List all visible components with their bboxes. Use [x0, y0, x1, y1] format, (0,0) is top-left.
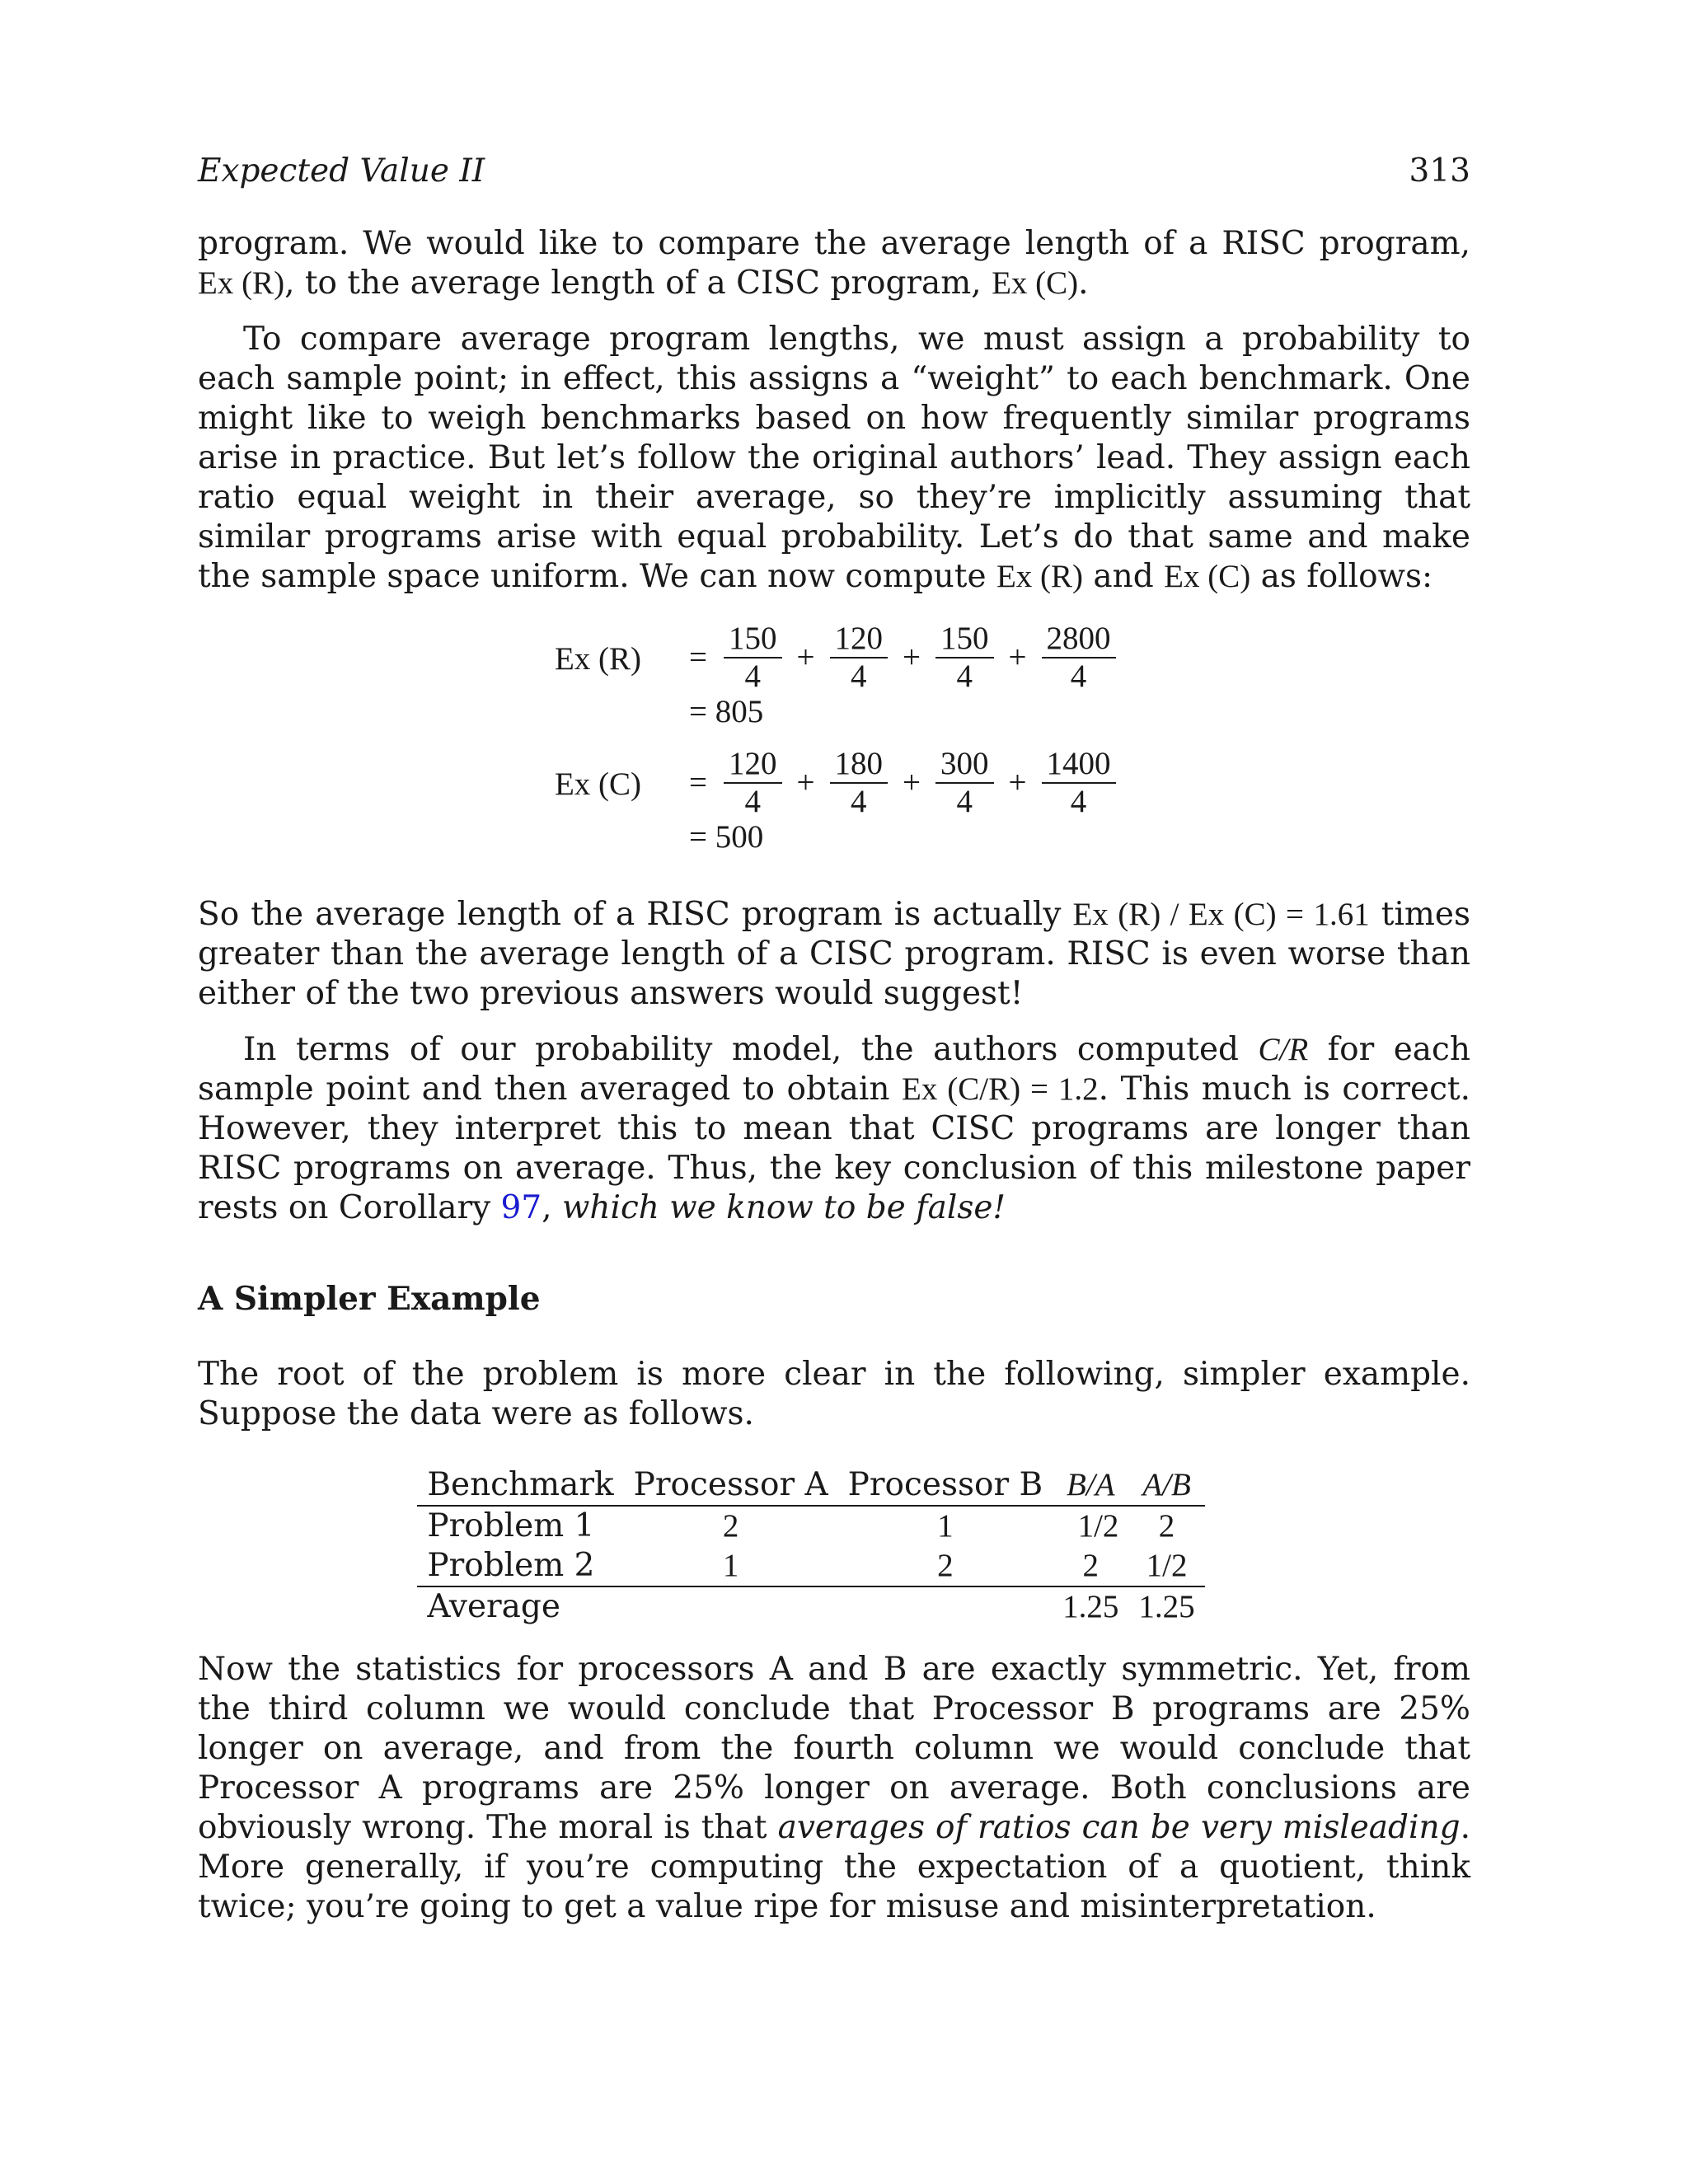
text-run: times greater than the average length of a CISC program. RISC is even worse than either of the two previous answers would suggest! — [198, 896, 1470, 1012]
table-cell: Problem 1 — [427, 1507, 595, 1544]
equals-sign: = — [689, 640, 707, 675]
text-run: program. We would like to compare the average length of a RISC program, — [198, 225, 1470, 262]
math-ex-r: Ex (R) — [198, 265, 285, 301]
table-cell: 2 — [1082, 1548, 1100, 1583]
fraction — [1042, 748, 1116, 818]
numerator: 300 — [935, 748, 994, 784]
fraction — [1042, 622, 1116, 693]
table-cell: 1 — [722, 1548, 739, 1583]
text-run: , to the average length of a CISC program, — [284, 265, 992, 302]
fraction — [830, 748, 889, 818]
numerator: 180 — [830, 748, 889, 784]
table-header: A/B — [1142, 1467, 1191, 1502]
emphasis: which we know to be false! — [561, 1189, 1006, 1226]
fraction — [724, 622, 782, 693]
denominator: 4 — [956, 784, 973, 819]
text-run: , — [542, 1189, 562, 1226]
body-text — [198, 224, 1470, 1927]
running-title: Expected Value II — [198, 152, 485, 190]
math-ex-c-over-r: Ex (C/R) = 1.2 — [902, 1071, 1099, 1107]
numerator: 120 — [724, 748, 782, 784]
equation-lhs: Ex (R) — [554, 641, 641, 677]
math-ex-c: Ex (C) — [992, 265, 1079, 301]
table-row — [417, 1546, 1204, 1586]
equation-rhs — [689, 746, 1121, 819]
table-cell: 1/2 — [1146, 1548, 1188, 1583]
denominator: 4 — [851, 658, 867, 694]
math-c-over-r: C/R — [1258, 1032, 1309, 1067]
paragraph-3 — [198, 895, 1470, 1014]
table-cell: 2 — [937, 1548, 954, 1583]
numerator: 120 — [830, 622, 889, 658]
math-ratio: Ex (R) / Ex (C) = 1.61 — [1072, 897, 1370, 932]
fraction — [830, 622, 889, 693]
denominator: 4 — [1070, 658, 1087, 694]
plus-sign: + — [1008, 640, 1027, 675]
table-header: Processor B — [847, 1466, 1043, 1503]
corollary-link[interactable]: 97 — [500, 1189, 542, 1226]
table-cell: 2 — [722, 1508, 739, 1544]
text-run: To compare average program lengths, we must assign a probability to each sample point; in effect, this assigns a “weight” to each benchmark. One might like to weigh benchmarks based on how frequently similar programs arise in practice. But let’s follow the original authors’ lead. They assign each ratio equal weight in their average, so they’re implicitly assuming that similar programs arise with equal probability. Let’s do that same and make the sample space uniform. We can now compute — [198, 321, 1470, 595]
numerator: 1400 — [1042, 748, 1116, 784]
fraction — [724, 748, 782, 818]
text-run: as follows: — [1250, 558, 1433, 595]
plus-sign: + — [796, 640, 815, 675]
table-cell: 1.25 — [1062, 1589, 1119, 1624]
equation-result-r: = 805 — [689, 694, 764, 729]
equation-ex-c — [198, 746, 1470, 819]
table-cell — [838, 1586, 1053, 1627]
table-cell: 1 — [937, 1508, 954, 1544]
denominator: 4 — [956, 658, 973, 694]
text-run: for each sample point and then averaged to obtain — [198, 1031, 1470, 1108]
table-average-row — [417, 1586, 1204, 1627]
table-row — [417, 1506, 1204, 1546]
fraction — [935, 622, 994, 693]
paragraph-1 — [198, 224, 1470, 303]
denominator: 4 — [744, 658, 761, 694]
data-table — [417, 1465, 1204, 1627]
plus-sign: + — [1008, 765, 1027, 800]
running-head — [198, 152, 1470, 202]
table-header: B/A — [1067, 1467, 1115, 1502]
text-run: . More generally, if you’re computing the expectation of a quotient, think twice; you’re going to get a value ripe for misuse and misinterpretation. — [198, 1809, 1470, 1925]
equation-rhs — [689, 621, 1121, 694]
fraction — [935, 748, 994, 818]
table-header: Processor A — [633, 1466, 828, 1503]
equation-result-c: = 500 — [689, 819, 764, 855]
math-ex-c: Ex (C) — [1164, 559, 1251, 594]
equals-sign: = — [689, 765, 707, 800]
math-ex-r: Ex (R) — [996, 559, 1083, 594]
plus-sign: + — [903, 765, 921, 800]
text-run: In terms of our probability model, the authors computed — [243, 1031, 1259, 1068]
table-cell: Problem 2 — [427, 1547, 595, 1584]
table-cell: Average — [427, 1588, 560, 1625]
text-run: . — [1078, 265, 1089, 302]
text-run: So the average length of a RISC program is actually — [198, 896, 1073, 933]
numerator: 150 — [724, 622, 782, 658]
data-table-wrapper — [198, 1465, 1470, 1627]
plus-sign: + — [796, 765, 815, 800]
section-heading: A Simpler Example — [198, 1280, 541, 1318]
equation-lhs: Ex (C) — [554, 766, 641, 802]
page-number: 313 — [1409, 152, 1470, 190]
text-run: . This much is correct. However, they interpret this to mean that CISC programs are longer than RISC programs on average. Thus, the key conclusion of this milestone paper rests on Corollary — [198, 1071, 1470, 1226]
paragraph-4 — [198, 1030, 1470, 1228]
text-run: Now the statistics for processors A and B are exactly symmetric. Yet, from the third column we would conclude that Processor B programs are 25% longer on average, and from the fourth column we would conclude that Processor A programs are 25% longer on average. Both conclusions are obviously wrong. The moral is that — [198, 1651, 1470, 1846]
table-header: Benchmark — [427, 1466, 614, 1503]
paragraph-6 — [198, 1650, 1470, 1927]
numerator: 2800 — [1042, 622, 1116, 658]
numerator: 150 — [935, 622, 994, 658]
table-cell — [624, 1586, 838, 1627]
paragraph-2 — [198, 320, 1470, 597]
table-cell: 1/2 — [1077, 1508, 1119, 1544]
equation-ex-r — [198, 621, 1470, 694]
plus-sign: + — [903, 640, 921, 675]
paragraph-5: The root of the problem is more clear in the following, simpler example. Suppose the data were as follows. — [198, 1356, 1470, 1432]
display-equations — [198, 621, 1470, 872]
emphasis: averages of ratios can be very misleading — [777, 1809, 1461, 1846]
denominator: 4 — [851, 784, 867, 819]
denominator: 4 — [1070, 784, 1087, 819]
table-cell: 1.25 — [1138, 1589, 1195, 1624]
denominator: 4 — [744, 784, 761, 819]
table-header-row — [417, 1465, 1204, 1506]
text-run: and — [1083, 558, 1165, 595]
table-cell: 2 — [1158, 1508, 1175, 1544]
